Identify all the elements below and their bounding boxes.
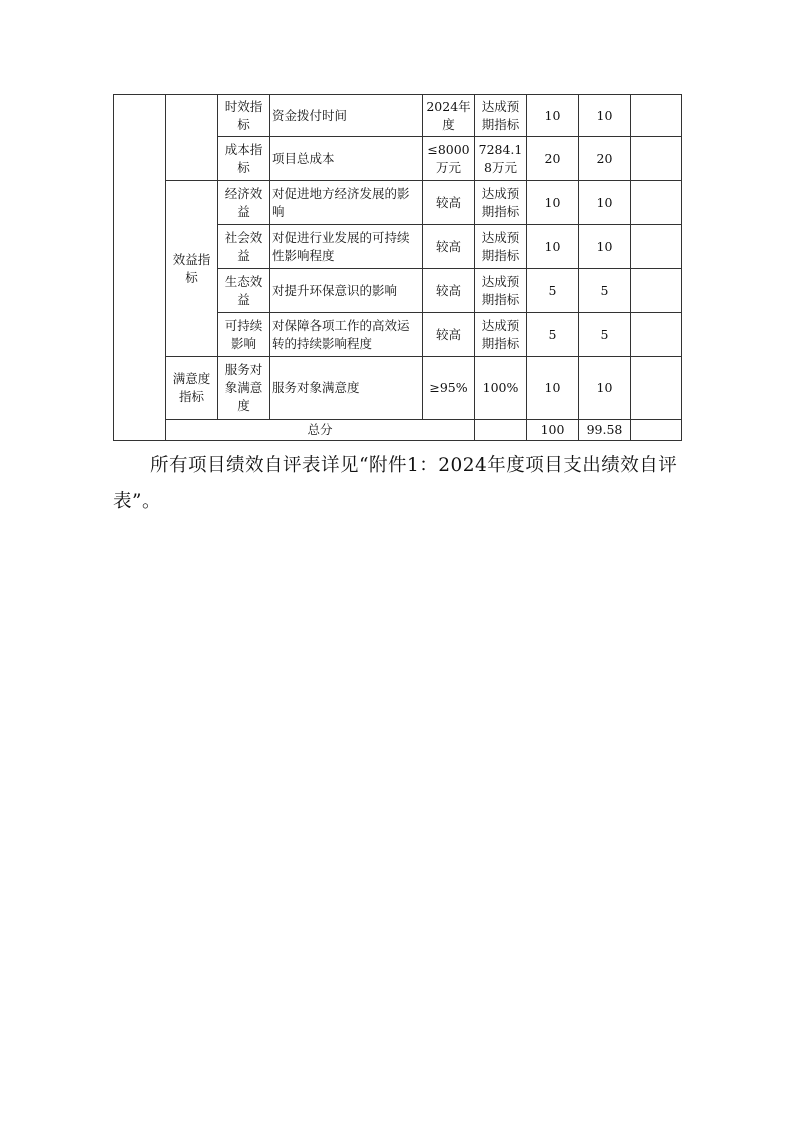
weight-cell: 10 <box>527 95 579 137</box>
remark-cell <box>631 225 682 269</box>
weight-cell: 10 <box>527 225 579 269</box>
remark-cell <box>631 313 682 357</box>
sub-indicator-cell: 可持续影响 <box>218 313 270 357</box>
actual-cell: 达成预期指标 <box>475 269 527 313</box>
sub-indicator-cell: 成本指标 <box>218 137 270 181</box>
remark-cell <box>631 269 682 313</box>
table-row <box>114 181 682 225</box>
score-cell: 5 <box>579 269 631 313</box>
score-cell: 10 <box>579 95 631 137</box>
actual-cell: 达成预期指标 <box>475 313 527 357</box>
sub-indicator-cell: 生态效益 <box>218 269 270 313</box>
table-row <box>114 357 682 420</box>
score-cell: 10 <box>579 181 631 225</box>
remark-cell <box>631 95 682 137</box>
weight-cell: 20 <box>527 137 579 181</box>
outer-category-cell <box>114 95 166 441</box>
total-remark-cell <box>631 420 682 441</box>
target-cell: 较高 <box>423 225 475 269</box>
indicator-cell: 项目总成本 <box>270 137 423 181</box>
target-cell: 较高 <box>423 269 475 313</box>
score-cell: 5 <box>579 313 631 357</box>
sub-indicator-cell: 服务对象满意度 <box>218 357 270 420</box>
weight-cell: 10 <box>527 357 579 420</box>
actual-cell: 7284.18万元 <box>475 137 527 181</box>
indicator-cell: 服务对象满意度 <box>270 357 423 420</box>
total-weight-cell: 100 <box>527 420 579 441</box>
score-cell: 20 <box>579 137 631 181</box>
indicator-cell: 对促进地方经济发展的影响 <box>270 181 423 225</box>
table-row <box>114 95 682 137</box>
category-cell: 效益指标 <box>166 181 218 357</box>
total-row <box>114 420 682 441</box>
score-cell: 10 <box>579 225 631 269</box>
category-cell: 满意度指标 <box>166 357 218 420</box>
actual-cell: 达成预期指标 <box>475 181 527 225</box>
target-cell: ≥95% <box>423 357 475 420</box>
target-cell: 较高 <box>423 313 475 357</box>
weight-cell: 5 <box>527 269 579 313</box>
score-cell: 10 <box>579 357 631 420</box>
target-cell: 较高 <box>423 181 475 225</box>
indicator-cell: 资金拨付时间 <box>270 95 423 137</box>
sub-indicator-cell: 经济效益 <box>218 181 270 225</box>
weight-cell: 5 <box>527 313 579 357</box>
sub-indicator-cell: 时效指标 <box>218 95 270 137</box>
target-cell: 2024年度 <box>423 95 475 137</box>
weight-cell: 10 <box>527 181 579 225</box>
remark-cell <box>631 357 682 420</box>
sub-indicator-cell: 社会效益 <box>218 225 270 269</box>
total-actual-cell <box>475 420 527 441</box>
actual-cell: 100% <box>475 357 527 420</box>
indicator-cell: 对促进行业发展的可持续性影响程度 <box>270 225 423 269</box>
remark-cell <box>631 137 682 181</box>
attachment-note: 所有项目绩效自评表详见“附件1：2024年度项目支出绩效自评表”。 <box>113 455 678 512</box>
total-label-cell: 总分 <box>166 420 475 441</box>
remark-cell <box>631 181 682 225</box>
performance-table <box>113 94 682 441</box>
indicator-cell: 对保障各项工作的高效运转的持续影响程度 <box>270 313 423 357</box>
actual-cell: 达成预期指标 <box>475 95 527 137</box>
target-cell: ≤8000万元 <box>423 137 475 181</box>
category-cell <box>166 95 218 181</box>
actual-cell: 达成预期指标 <box>475 225 527 269</box>
total-score-cell: 99.58 <box>579 420 631 441</box>
indicator-cell: 对提升环保意识的影响 <box>270 269 423 313</box>
